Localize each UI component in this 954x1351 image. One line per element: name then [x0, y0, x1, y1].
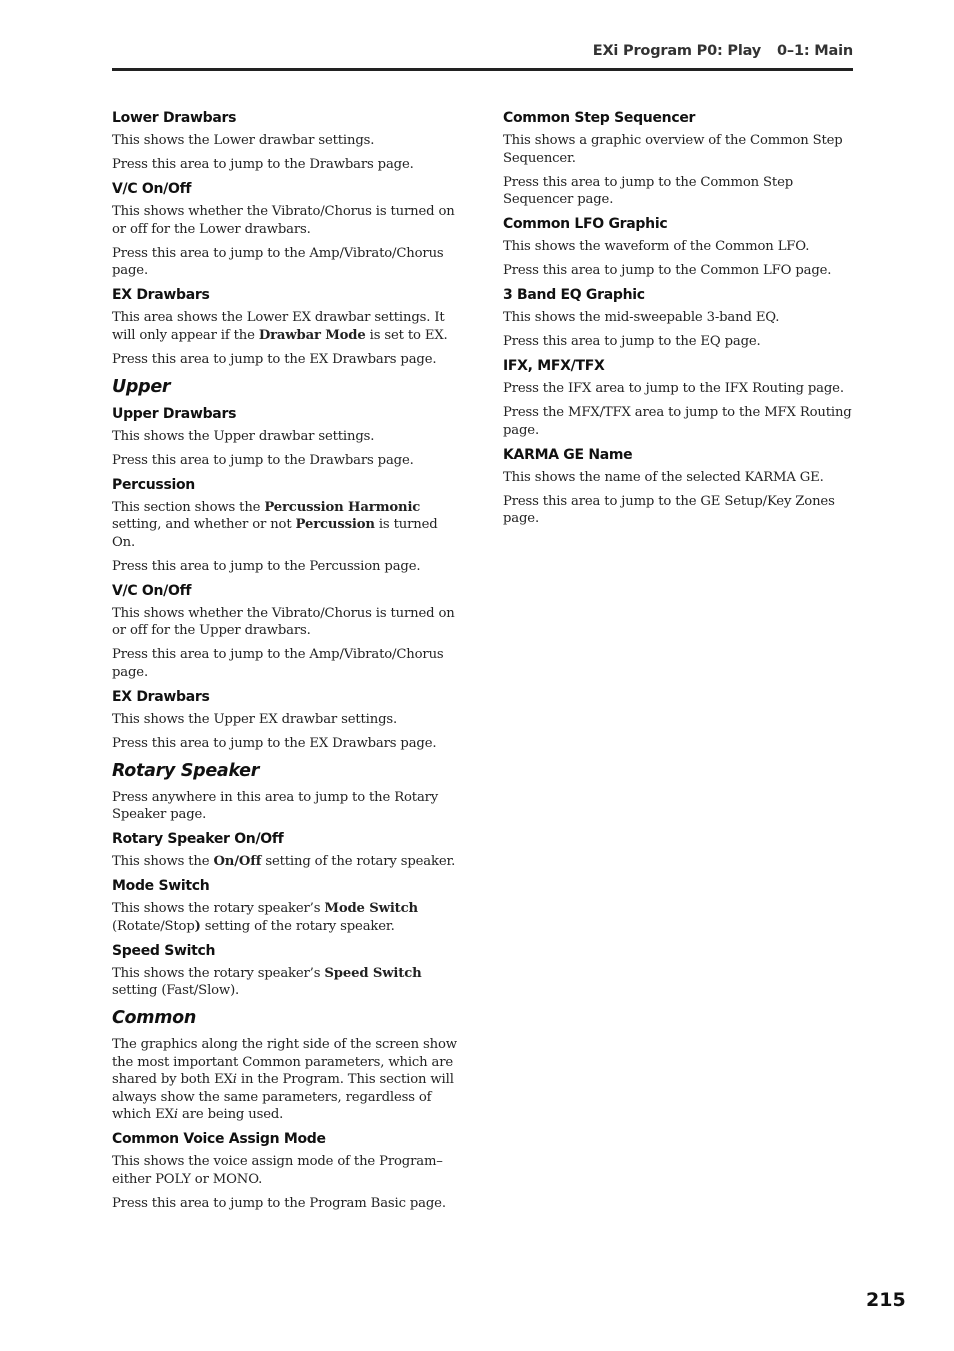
text-run: setting (Fast/Slow). — [112, 983, 240, 998]
text-run: i — [173, 1107, 178, 1122]
paragraph: Press this area to jump to the EQ page. — [503, 334, 761, 349]
text-run: in the Program. This section will always show the same parameters, regardless of which EX — [112, 1072, 454, 1122]
text-run: is set to EX. — [365, 327, 448, 343]
param-name: Mode Switch — [324, 901, 418, 916]
paragraph — [112, 965, 462, 1000]
percussion-section — [112, 476, 462, 576]
ifx-section — [503, 357, 855, 439]
param-name: On/Off — [213, 854, 262, 869]
header-section: EXi Program P0: Play — [592, 43, 762, 59]
paragraph: This shows the waveform of the Common LFO. — [503, 239, 810, 254]
section-heading: Upper Drawbars — [112, 405, 237, 422]
text-run: (Rotate/Stop — [112, 918, 195, 934]
speed-switch-section — [112, 942, 462, 1000]
paragraph — [112, 900, 462, 935]
paragraph: Press this area to jump to the Drawbars page. — [112, 157, 414, 172]
lower-vc-section — [112, 180, 462, 280]
section-heading: EX Drawbars — [112, 688, 210, 705]
text-run: This shows the — [112, 854, 214, 869]
upper-vc-section — [112, 582, 462, 682]
left-column — [112, 109, 462, 1219]
section-heading: Common LFO Graphic — [503, 216, 668, 232]
page-number: 215 — [866, 1289, 906, 1311]
param-name: Speed Switch — [324, 965, 422, 981]
subsection-heading-common: Common — [112, 1008, 197, 1028]
paragraph: Press this area to jump to the EX Drawbars page. — [112, 351, 437, 367]
subsection-heading-upper: Upper — [112, 376, 171, 397]
lower-drawbars-section — [112, 109, 462, 174]
paragraph: This shows the Lower drawbar settings. — [112, 133, 375, 148]
paragraph: Press this area to jump to the Common LFO page. — [503, 263, 832, 278]
eq-section — [503, 286, 855, 351]
paragraph: Press this area to jump to the EX Drawbars page. — [112, 735, 437, 751]
section-heading: V/C On/Off — [112, 582, 192, 599]
subsection-heading-rotary: Rotary Speaker — [112, 760, 260, 781]
paragraph: This shows the name of the selected KARMA GE. — [503, 469, 824, 485]
paragraph: This shows the voice assign mode of the Program– either POLY or MONO. — [112, 1154, 443, 1187]
upper-ex-section — [112, 688, 462, 753]
paragraph: Press this area to jump to the Drawbars page. — [112, 452, 414, 468]
text-run: are being used. — [177, 1107, 284, 1122]
text-run: This area shows the Lower EX drawbar settings. It will only appear if the — [112, 310, 445, 343]
paragraph: This shows whether the Vibrato/Chorus is turned on or off for the Lower drawbars. — [112, 204, 455, 237]
section-heading: Mode Switch — [112, 878, 210, 894]
common-intro-section — [112, 1036, 462, 1124]
text-run: setting of the rotary speaker. — [261, 854, 456, 869]
voice-assign-section — [112, 1130, 462, 1212]
paragraph: This shows the mid-sweepable 3-band EQ. — [503, 310, 780, 325]
paragraph — [112, 499, 462, 552]
section-heading: EX Drawbars — [112, 287, 210, 303]
text-run: setting of the rotary speaker. — [200, 918, 395, 934]
text-run: This shows the rotary speaker’s — [112, 965, 325, 981]
paragraph: Press this area to jump to the Amp/Vibrato/Chorus page. — [112, 647, 444, 680]
text-run: The graphics along the right side of the screen show the most important Common parameters, which are shared by both EX — [112, 1037, 457, 1087]
lfo-section — [503, 215, 855, 280]
section-heading: Common Step Sequencer — [503, 110, 696, 126]
right-column — [503, 109, 855, 534]
paragraph: This shows the Upper EX drawbar settings. — [112, 711, 398, 727]
paragraph: Press this area to jump to the Common Step Sequencer page. — [503, 174, 794, 207]
paragraph: Press this area to jump to the Percussion page. — [112, 558, 421, 574]
section-heading: V/C On/Off — [112, 181, 192, 197]
text-run: This shows the rotary speaker’s — [112, 901, 325, 916]
text-run: This section shows the — [112, 499, 265, 515]
paragraph: Press the MFX/TFX area to jump to the MFX Routing page. — [503, 405, 852, 438]
paragraph — [112, 1036, 462, 1124]
section-heading: Lower Drawbars — [112, 110, 237, 126]
param-name: Percussion — [295, 517, 375, 532]
rotary-intro-section — [112, 789, 462, 824]
section-heading: Common Voice Assign Mode — [112, 1131, 326, 1147]
karma-section — [503, 446, 855, 528]
header-page: 0–1: Main — [777, 43, 853, 59]
paragraph: This shows the Upper drawbar settings. — [112, 428, 375, 444]
paragraph: This shows a graphic overview of the Common Step Sequencer. — [503, 133, 843, 166]
section-heading: Rotary Speaker On/Off — [112, 831, 284, 847]
text-run: i — [232, 1072, 237, 1087]
paragraph: This shows whether the Vibrato/Chorus is turned on or off for the Upper drawbars. — [112, 605, 455, 638]
paragraph — [112, 853, 462, 871]
section-heading: 3 Band EQ Graphic — [503, 287, 645, 303]
paragraph: Press this area to jump to the Program Basic page. — [112, 1195, 446, 1211]
section-heading: IFX, MFX/TFX — [503, 358, 605, 374]
step-sequencer-section — [503, 109, 855, 209]
text-run: is turned On. — [112, 517, 438, 550]
lower-ex-section — [112, 286, 462, 368]
section-heading: Speed Switch — [112, 942, 216, 959]
paragraph: Press this area to jump to the GE Setup/Key Zones page. — [503, 493, 835, 526]
text-run: ) — [194, 918, 201, 934]
upper-drawbars-section — [112, 405, 462, 470]
param-name: Drawbar Mode — [258, 327, 366, 343]
paragraph: Press anywhere in this area to jump to the Rotary Speaker page. — [112, 789, 439, 822]
section-heading: Percussion — [112, 476, 195, 493]
paragraph — [112, 309, 462, 344]
paragraph: Press the IFX area to jump to the IFX Routing page. — [503, 381, 844, 396]
section-heading: KARMA GE Name — [503, 446, 633, 463]
page-header — [112, 40, 853, 71]
rotary-onoff-section — [112, 830, 462, 871]
text-run: setting, and whether or not — [112, 517, 296, 532]
running-header — [593, 43, 853, 59]
mode-switch-section — [112, 877, 462, 935]
paragraph: Press this area to jump to the Amp/Vibrato/Chorus page. — [112, 245, 444, 278]
param-name: Percussion Harmonic — [264, 499, 421, 515]
